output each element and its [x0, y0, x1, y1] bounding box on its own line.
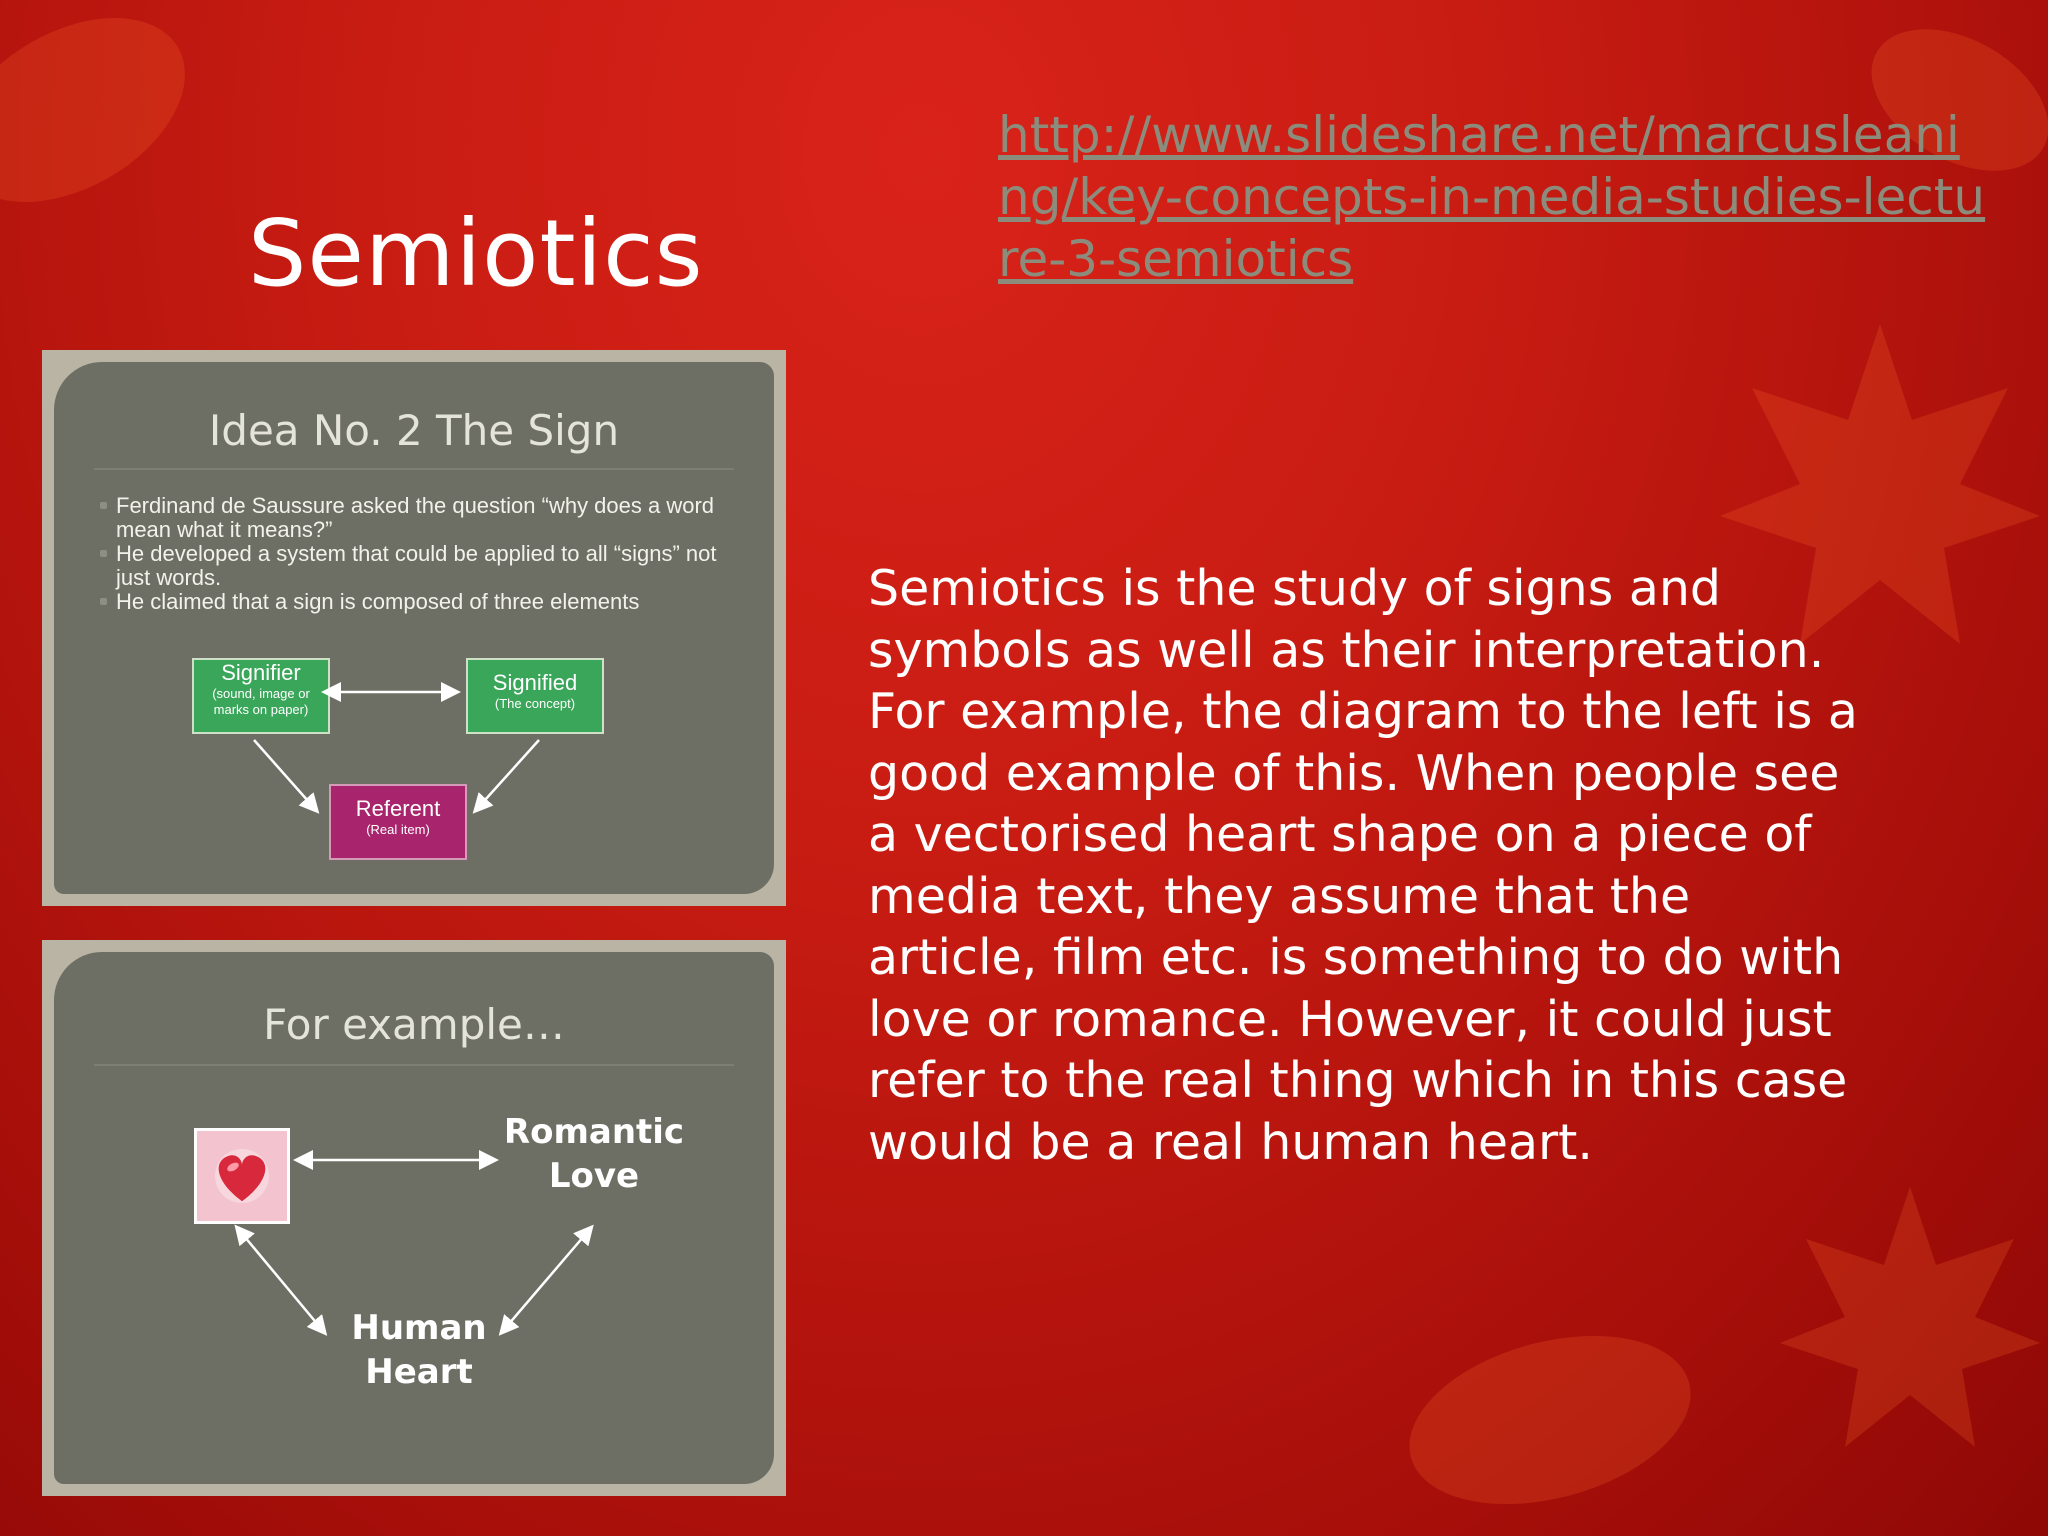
example-diagram-panel — [42, 940, 786, 1496]
list-item: Ferdinand de Saussure asked the question “why does a word mean what it means?” — [116, 494, 736, 542]
referent-label: Referent — [355, 796, 441, 821]
arrow-heart-human-heart — [244, 1236, 324, 1332]
arrow-romantic-human-heart — [502, 1236, 584, 1332]
romantic-love-label: Romantic Love — [503, 1112, 685, 1196]
example-arrows — [54, 952, 774, 1484]
signified-label: Signified — [492, 670, 578, 695]
human-heart-label: Human Heart — [351, 1308, 487, 1392]
arrow-signified-referent — [476, 740, 539, 810]
body-text: Semiotics is the study of signs and symbols as well as their interpretation. For example, the diagram to the left is a good example of this. When people see a vectorised heart shape on a piece of media text, they assume that the article, film etc. is something to do with love or romance. However, it could just refer to the real thing which in this case would be a real human heart. — [868, 560, 1858, 1171]
slide-title: Semiotics — [248, 200, 704, 307]
sign-diagram-panel — [42, 350, 786, 906]
list-item: He claimed that a sign is composed of three elements — [116, 590, 736, 614]
signifier-label: Signifier — [221, 660, 301, 685]
sign-arrows — [54, 362, 774, 894]
leaf-decoration-icon — [1400, 1300, 1700, 1536]
sign-panel-title: Idea No. 2 The Sign — [208, 406, 620, 455]
sign-panel-surface — [54, 362, 774, 894]
leaf-decoration-icon — [1780, 1180, 2040, 1480]
leaf-decoration-icon — [0, 0, 200, 240]
arrow-signifier-referent — [254, 740, 316, 810]
example-panel-surface — [54, 952, 774, 1484]
example-panel-title: For example… — [263, 1000, 565, 1049]
source-link[interactable]: http://www.slideshare.net/marcusleaning/key-concepts-in-media-studies-lecture-3-semiotics — [998, 106, 1986, 288]
referent-sub: (Real item) — [366, 822, 430, 837]
signified-sub: (The concept) — [494, 696, 576, 711]
list-item: He developed a system that could be applied to all “signs” not just words. — [116, 542, 736, 590]
signifier-sub: (sound, image or marks on paper) — [212, 686, 310, 717]
